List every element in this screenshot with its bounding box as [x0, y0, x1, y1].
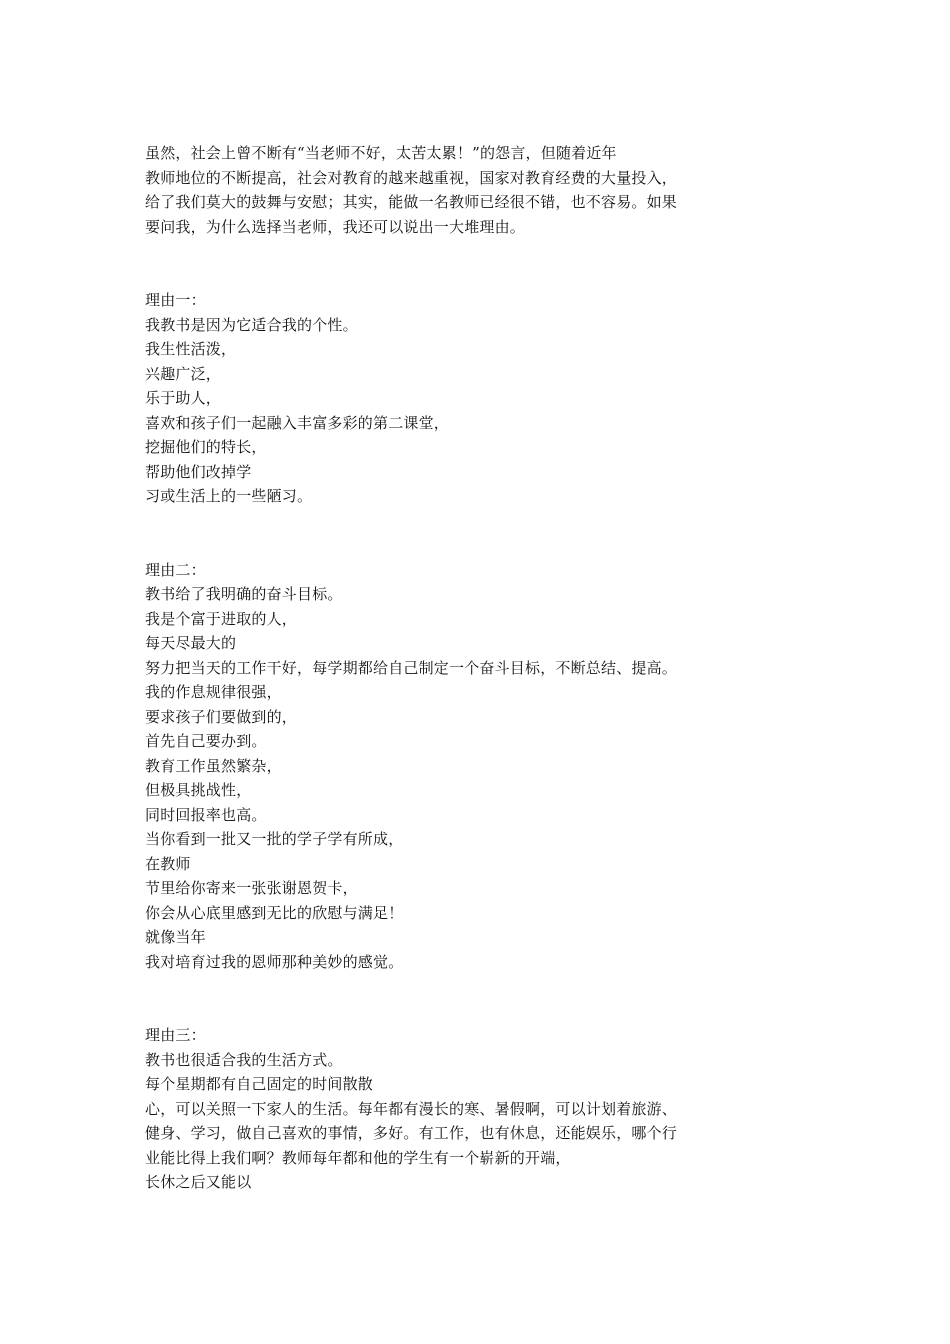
section-heading: 理由二：: [145, 560, 206, 579]
text-line: 节里给你寄来一张张谢恩贺卡，: [145, 879, 358, 897]
text-line: 长休之后又能以: [145, 1173, 252, 1191]
text-line: 每个星期都有自己固定的时间散散: [145, 1075, 374, 1093]
text-line: 教书也很适合我的生活方式。: [145, 1050, 343, 1069]
text-line: 业能比得上我们啊？教师每年都和他的学生有一个崭新的开端，: [145, 1148, 571, 1167]
intro-paragraph: [145, 141, 785, 239]
section-gap: [145, 974, 785, 1023]
text-line: 挖掘他们的特长，: [145, 438, 267, 456]
section-heading: 理由三：: [145, 1026, 206, 1044]
text-line: 乐于助人，: [145, 389, 222, 407]
text-line: 就像当年: [145, 928, 206, 946]
reason-three-section: [145, 1023, 785, 1195]
text-line: 我是个富于进取的人，: [145, 609, 298, 628]
text-line: 要问我，为什么选择当老师，我还可以说出一大堆理由。: [145, 217, 526, 236]
text-line: 我生性活泼，: [145, 340, 237, 358]
text-line: 习或生活上的一些陋习。: [145, 487, 313, 505]
text-line: 兴趣广泛，: [145, 364, 222, 383]
text-line: 喜欢和孩子们一起融入丰富多彩的第二课堂，: [145, 413, 450, 432]
section-gap: [145, 239, 785, 288]
text-line: 努力把当天的工作干好，每学期都给自己制定一个奋斗目标，不断总结、提高。: [145, 658, 678, 677]
reason-one-section: [145, 288, 785, 509]
text-line: 你会从心底里感到无比的欣慰与满足！: [145, 903, 404, 922]
text-line: 在教师: [145, 854, 191, 873]
text-line: 教师地位的不断提高，社会对教育的越来越重视，国家对教育经费的大量投入，: [145, 168, 678, 187]
text-line: 虽然，社会上曾不断有“当老师不好，太苦太累！”的怨言，但随着近年: [145, 144, 617, 162]
text-line: 但极具挑战性，: [145, 781, 252, 799]
text-line: 首先自己要办到。: [145, 732, 267, 750]
text-line: 当你看到一批又一批的学子学有所成，: [145, 830, 404, 848]
text-line: 健身、学习，做自己喜欢的事情，多好。有工作，也有休息，还能娱乐，哪个行: [145, 1124, 678, 1142]
text-line: 心，可以关照一下家人的生活。每年都有漫长的寒、暑假啊，可以计划着旅游、: [145, 1099, 678, 1118]
document-body: [145, 141, 785, 1195]
section-gap: [145, 509, 785, 558]
text-line: 同时回报率也高。: [145, 805, 267, 824]
text-line: 教育工作虽然繁杂，: [145, 756, 282, 775]
reason-two-section: [145, 558, 785, 975]
text-line: 要求孩子们要做到的，: [145, 707, 298, 726]
text-line: 我对培育过我的恩师那种美妙的感觉。: [145, 952, 404, 971]
section-heading: 理由一：: [145, 291, 206, 309]
text-line: 帮助他们改掉学: [145, 462, 252, 481]
text-line: 教书给了我明确的奋斗目标。: [145, 585, 343, 603]
text-line: 我的作息规律很强，: [145, 683, 282, 701]
text-line: 每天尽最大的: [145, 634, 237, 652]
text-line: 给了我们莫大的鼓舞与安慰；其实，能做一名教师已经很不错，也不容易。如果: [145, 193, 678, 211]
text-line: 我教书是因为它适合我的个性。: [145, 315, 358, 334]
